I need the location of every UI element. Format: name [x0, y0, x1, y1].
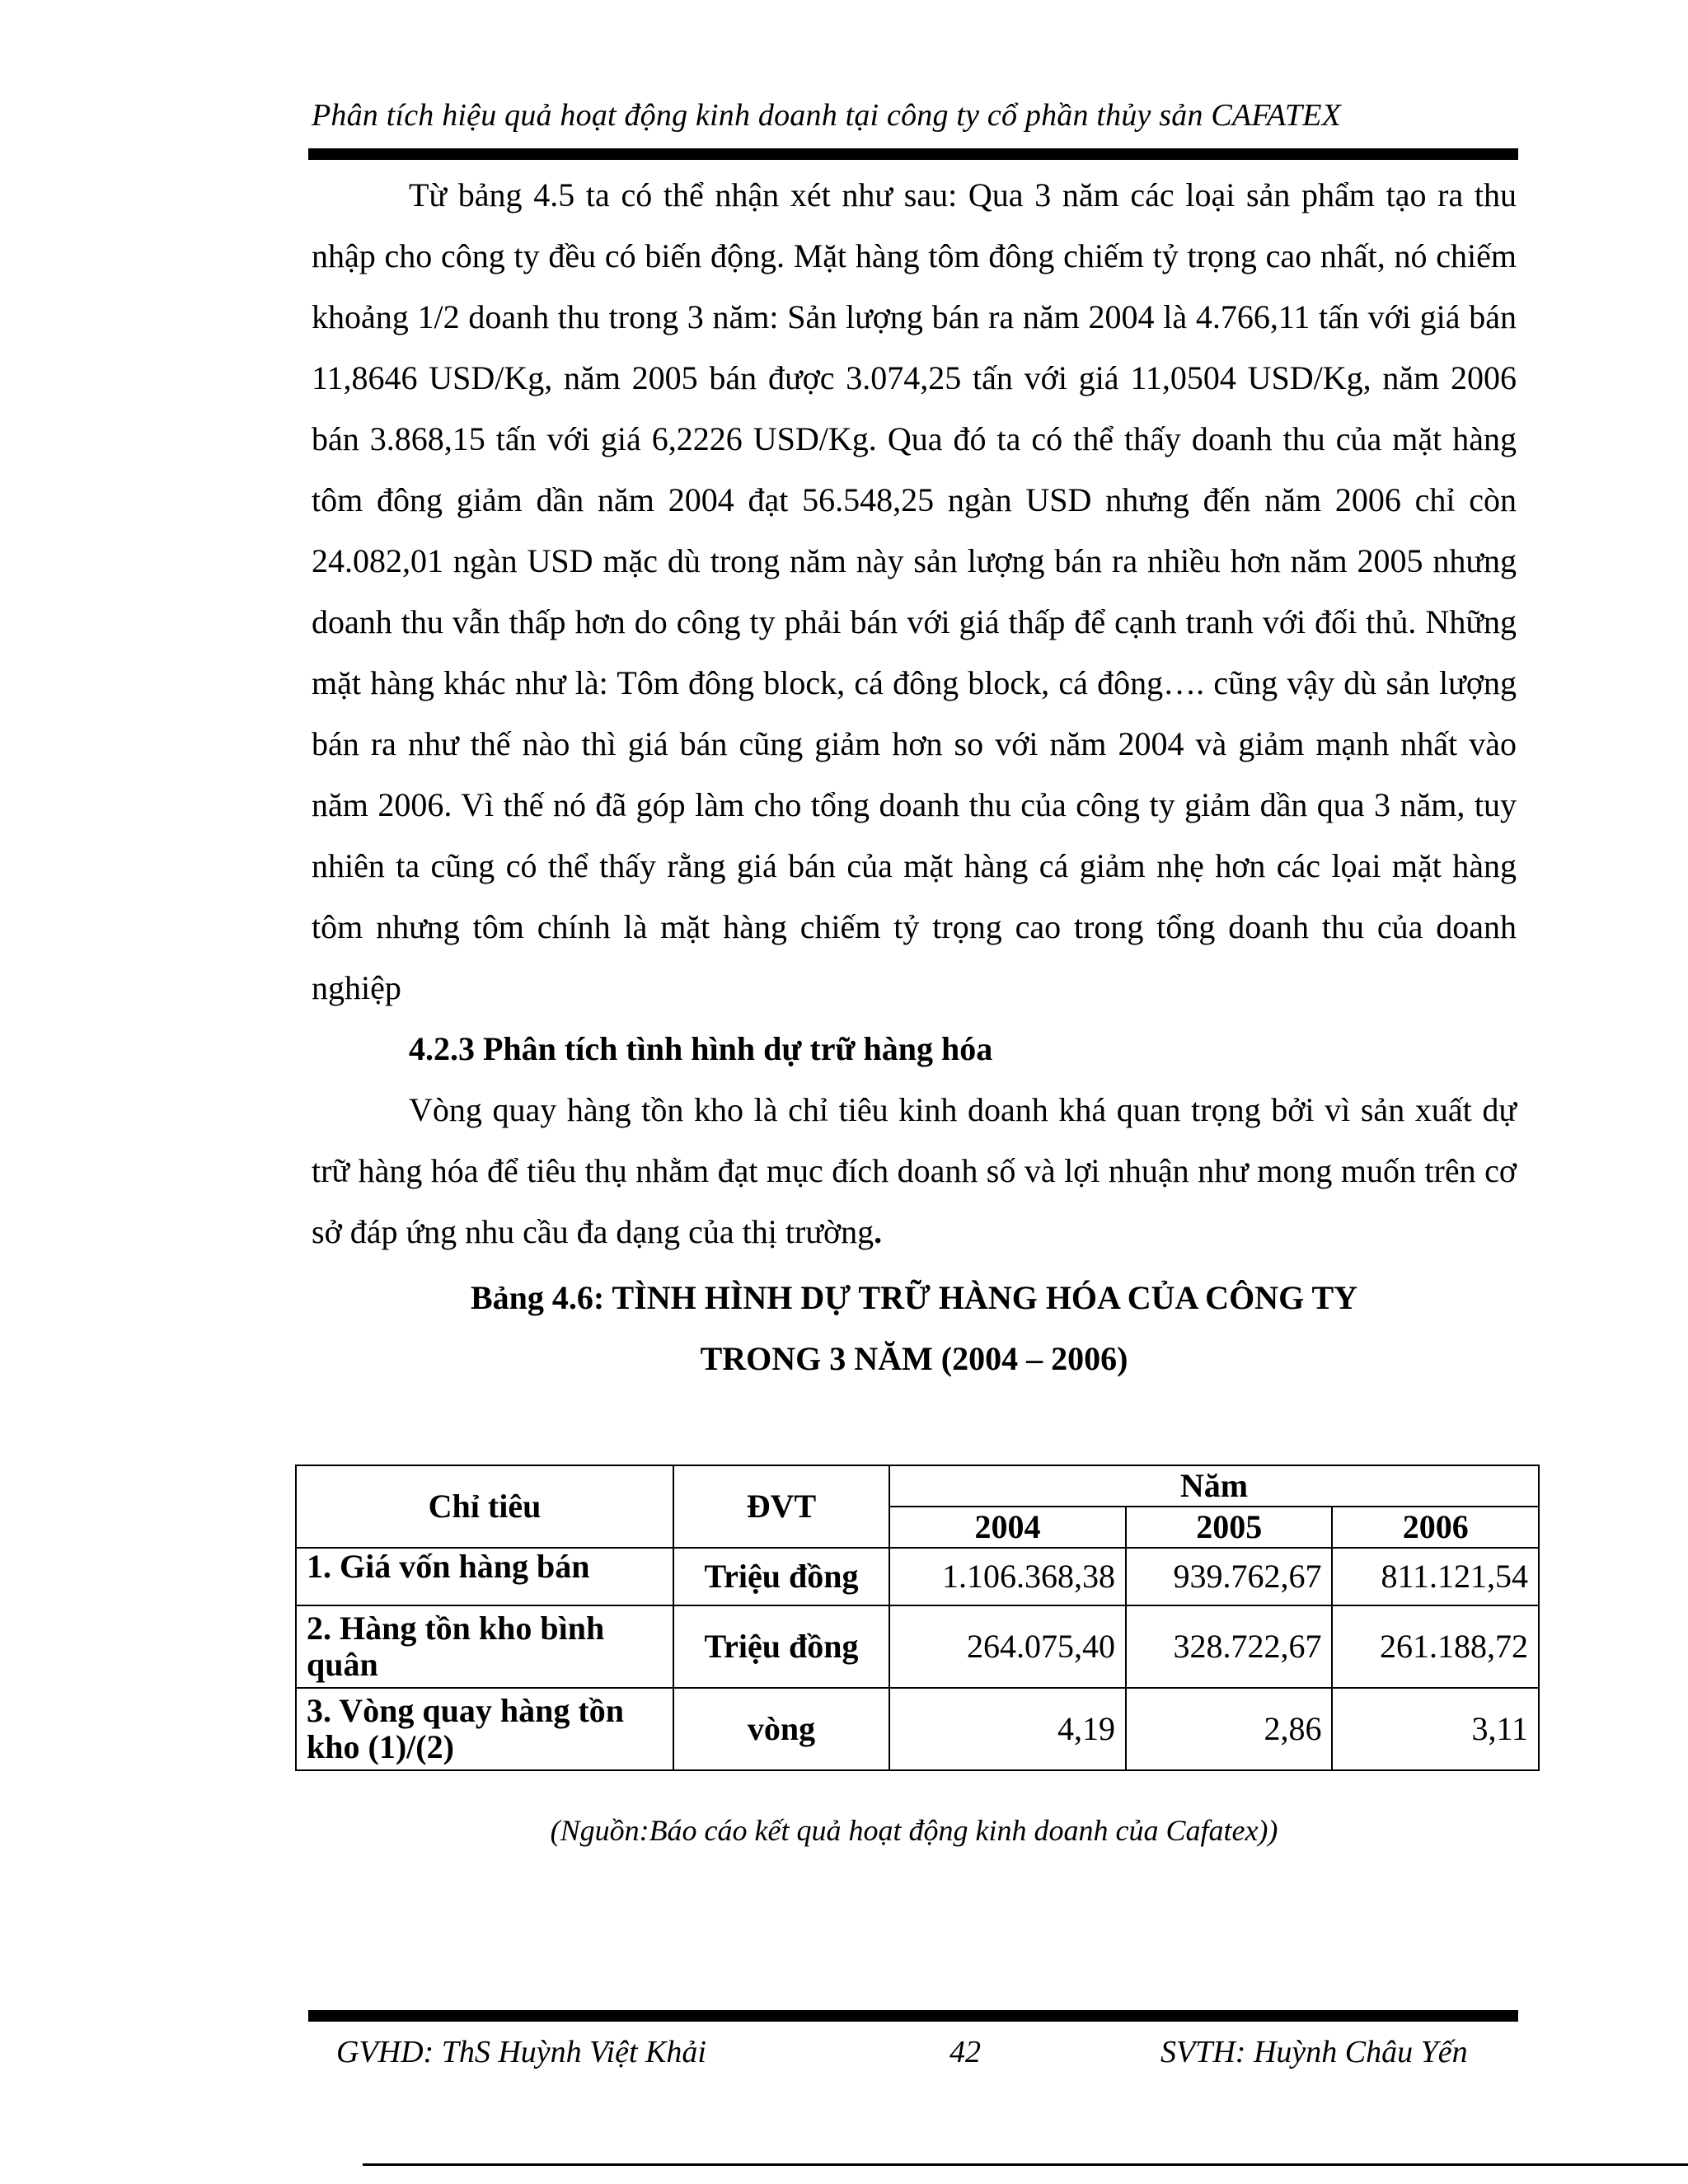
row-label: 2. Hàng tồn kho bình quân [296, 1605, 673, 1688]
header-year: 2004 [889, 1507, 1126, 1548]
row-unit: Triệu đồng [673, 1605, 889, 1688]
table-title-line-2: TRONG 3 NĂM (2004 – 2006) [700, 1340, 1128, 1377]
footer-student: SVTH: Huỳnh Châu Yến [1160, 2035, 1468, 2069]
row-value: 939.762,67 [1126, 1548, 1333, 1605]
paragraph-1: Từ bảng 4.5 ta có thể nhận xét như sau: Qua 3 năm các loại sản phẩm tạo ra thu nhập cho công ty đều có biến động. Mặt hàng tôm đông chiếm tỷ trọng cao nhất, nó chiếm khoảng 1/2 doanh thu trong 3 năm: Sản lượng bán ra năm 2004 là 4.766,11 tấn với giá bán 11,8646 USD/Kg, năm 2005 bán được 3.074,25 tấn với giá 11,0504 USD/Kg, năm 2006 bán 3.868,15 tấn với giá 6,2226 USD/Kg. Qua đó ta có thể thấy doanh thu của mặt hàng tôm đông giảm dần năm 2004 đạt 56.548,25 ngàn USD nhưng đến năm 2006 chỉ còn 24.082,01 ngàn USD mặc dù trong năm này sản lượng bán ra nhiều hơn năm 2005 nhưng doanh thu vẫn thấp hơn do công ty phải bán với giá thấp để cạnh tranh với đối thủ. Những mặt hàng khác như là: Tôm đông block, cá đông block, cá đông…. cũng vậy dù sản lượng bán ra như thế nào thì giá bán cũng giảm hơn so với năm 2004 và giảm mạnh nhất vào năm 2006. Vì thế nó đã góp làm cho tổng doanh thu của công ty giảm dần qua 3 năm, tuy nhiên ta cũng có thể thấy rằng giá bán của mặt hàng cá giảm nhẹ hơn các lọai mặt hàng tôm nhưng tôm chính là mặt hàng chiếm tỷ trọng cao trong tổng doanh thu của doanh nghiệp [312, 176, 1517, 1006]
row-unit: Triệu đồng [673, 1548, 889, 1605]
row-unit: vòng [673, 1688, 889, 1770]
table-title-line-1: Bảng 4.6: TÌNH HÌNH DỰ TRỮ HÀNG HÓA CỦA CÔNG TY [470, 1279, 1358, 1316]
header-year-group: Năm [889, 1465, 1539, 1507]
row-value: 1.106.368,38 [889, 1548, 1126, 1605]
footer-advisor: GVHD: ThS Huỳnh Việt Khải [336, 2035, 706, 2069]
body-text [312, 165, 1517, 1263]
paragraph-2-text: Vòng quay hàng tồn kho là chỉ tiêu kinh doanh khá quan trọng bởi vì sản xuất dự trữ hàng hóa để tiêu thụ nhằm đạt mục đích doanh số và lợi nhuận như mong muốn trên cơ sở đáp ứng nhu cầu đa dạng của thị trường [312, 1091, 1517, 1250]
row-value: 261.188,72 [1332, 1605, 1539, 1688]
footer-rule [308, 2010, 1518, 2022]
row-value: 2,86 [1126, 1688, 1333, 1770]
row-value: 4,19 [889, 1688, 1126, 1770]
page-header-title: Phân tích hiệu quả hoạt động kinh doanh tại công ty cổ phần thủy sản CAFATEX [312, 98, 1342, 133]
inventory-table [295, 1465, 1540, 1771]
footer-page-number: 42 [950, 2035, 981, 2069]
table-row [296, 1688, 1539, 1770]
table-row [296, 1605, 1539, 1688]
section-heading: 4.2.3 Phân tích tình hình dự trữ hàng hóa [409, 1030, 993, 1067]
table-row [296, 1548, 1539, 1605]
header-unit: ĐVT [673, 1465, 889, 1548]
header-indicator: Chỉ tiêu [296, 1465, 673, 1548]
header-year: 2005 [1126, 1507, 1333, 1548]
paragraph-2-end: . [874, 1213, 883, 1250]
row-value: 3,11 [1332, 1688, 1539, 1770]
row-value: 811.121,54 [1332, 1548, 1539, 1605]
bottom-scan-line [363, 2163, 1688, 2166]
row-value: 264.075,40 [889, 1605, 1126, 1688]
header-rule [308, 148, 1518, 160]
header-year: 2006 [1332, 1507, 1539, 1548]
table-header-row [296, 1465, 1539, 1507]
row-label: 1. Giá vốn hàng bán [296, 1548, 673, 1605]
row-label: 3. Vòng quay hàng tồn kho (1)/(2) [296, 1688, 673, 1770]
row-value: 328.722,67 [1126, 1605, 1333, 1688]
paragraph-2 [312, 1080, 1517, 1263]
table-source-note: (Nguồn:Báo cáo kết quả hoạt động kinh doanh của Cafatex)) [550, 1814, 1278, 1847]
